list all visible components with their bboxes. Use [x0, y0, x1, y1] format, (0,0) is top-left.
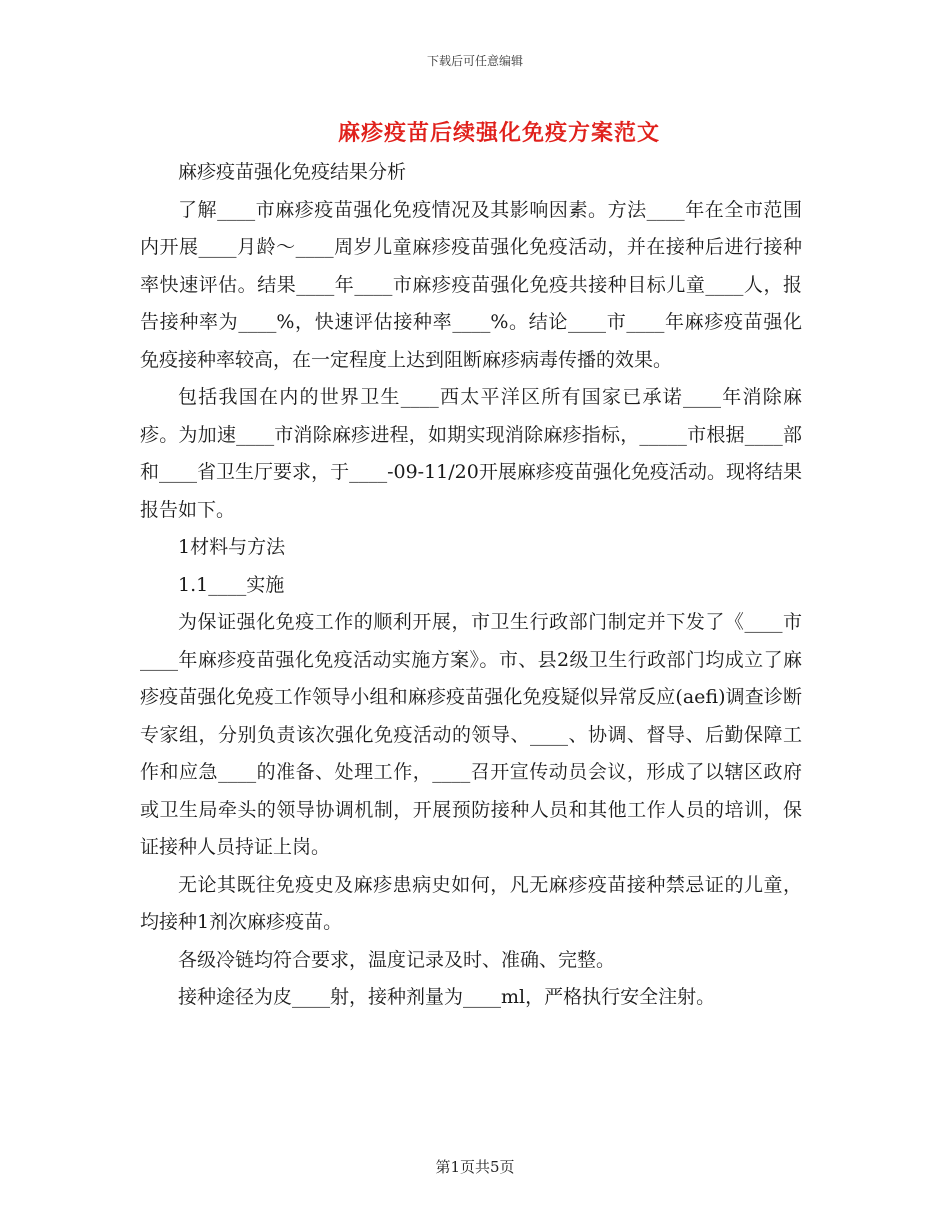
section-heading: 1材料与方法	[178, 536, 286, 558]
page-number: 第1页共5页	[435, 1158, 515, 1176]
paragraph: 接种途径为皮____射，接种剂量为____ml，严格执行安全注射。	[178, 986, 716, 1008]
paragraph: 了解____市麻疹疫苗强化免疫情况及其影响因素。方法____年在全市范围内开展____月龄～____周岁儿童麻疹疫苗强化免疫活动，并在接种后进行接种率快速评估。结果____年____市麻疹疫苗强化免疫共接种目标儿童____人，报告接种率为____%，快速评估接种率____%。结论____市____年麻疹疫苗强化免疫接种率较高，在一定程度上达到阻断麻疹病毒传播的效果。	[140, 198, 802, 371]
paragraph: 各级冷链均符合要求，温度记录及时、准确、完整。	[178, 948, 616, 971]
document-title: 麻疹疫苗后续强化免疫方案范文	[337, 120, 660, 146]
paragraph: 无论其既往免疫史及麻疹患病史如何，凡无麻疹疫苗接种禁忌证的儿童，均接种1剂次麻疹疫苗。	[140, 873, 802, 933]
page-header-note: 下载后可任意编辑	[426, 54, 523, 68]
document-body	[140, 154, 802, 1017]
paragraph: 为保证强化免疫工作的顺利开展，市卫生行政部门制定并下发了《____市____年麻疹疫苗强化免疫活动实施方案》。市、县2级卫生行政部门均成立了麻疹疫苗强化免疫工作领导小组和麻疹疫苗强化免疫疑似异常反应(aefi)调查诊断专家组，分别负责该次强化免疫活动的领导、____、协调、督导、后勤保障工作和应急____的准备、处理工作，____召开宣传动员会议，形成了以辖区政府或卫生局牵头的领导协调机制，开展预防接种人员和其他工作人员的培训，保证接种人员持证上岗。	[140, 611, 802, 858]
paragraph: 包括我国在内的世界卫生____西太平洋区所有国家已承诺____年消除麻疹。为加速____市消除麻疹进程，如期实现消除麻疹指标，_____市根据____部和____省卫生厅要求，于____-09-11/20开展麻疹疫苗强化免疫活动。现将结果报告如下。	[140, 386, 802, 521]
subsection-heading: 1.1____实施	[178, 573, 285, 596]
section-heading: 麻疹疫苗强化免疫结果分析	[178, 161, 407, 183]
